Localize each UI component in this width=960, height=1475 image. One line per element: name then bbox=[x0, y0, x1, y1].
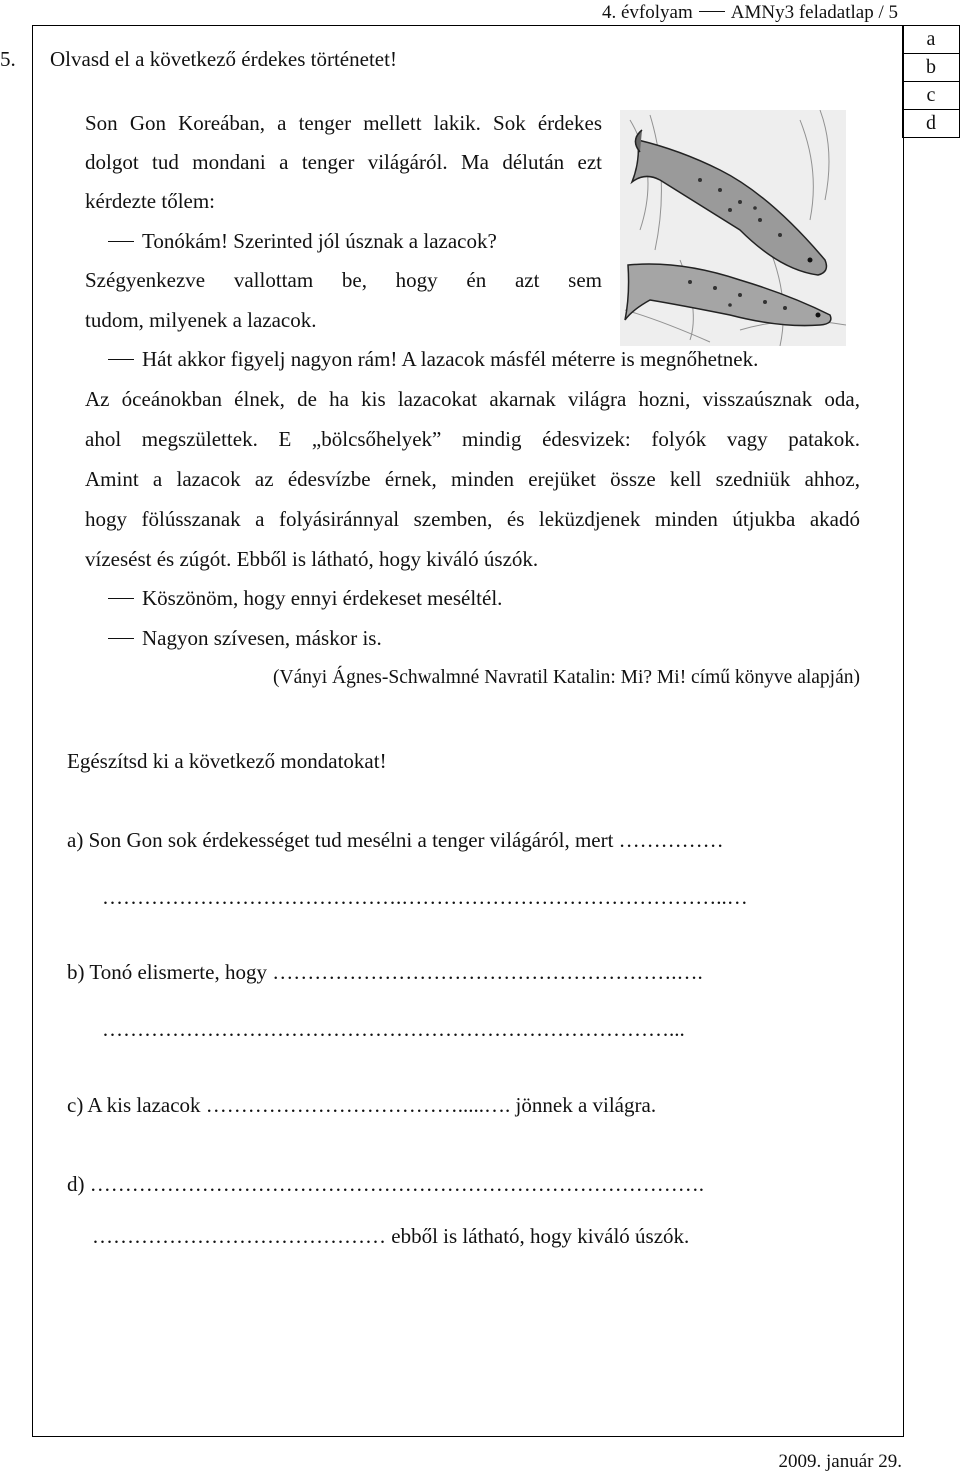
header-sheet: AMNy3 feladatlap / 5 bbox=[730, 2, 898, 23]
story-line-14 bbox=[108, 626, 382, 651]
exercise-instruction: Egészítsd ki a következő mondatokat! bbox=[67, 749, 387, 773]
header-grade: 4. évfolyam bbox=[601, 2, 693, 23]
story-line-2: dolgot tud mondani a tenger világáról. Ma délután ezt bbox=[85, 150, 602, 174]
exercise-d-line-1[interactable]: d) ……………………………………………………………………………. bbox=[67, 1172, 704, 1196]
story-line-10: Amint a lazacok az édesvízbe érnek, minden erejüket össze kell szedniük ahhoz, bbox=[85, 467, 860, 491]
score-box-c: c bbox=[903, 82, 959, 110]
score-boxes bbox=[902, 25, 960, 138]
story-line-6: tudom, milyenek a lazacok. bbox=[85, 308, 317, 332]
footer-date: 2009. január 29. bbox=[778, 1451, 902, 1472]
story-line-5: Szégyenkezve vallottam be, hogy én azt sem bbox=[85, 268, 602, 292]
dialogue-dash bbox=[108, 598, 134, 599]
exercise-d-line-2[interactable]: …………………………………… ebből is látható, hogy kiváló úszók. bbox=[92, 1224, 690, 1248]
task-instruction: Olvasd el a következő érdekes történetet! bbox=[50, 47, 397, 71]
dialogue-dash bbox=[108, 638, 134, 639]
story-line-13-text: Köszönöm, hogy ennyi érdekeset meséltél. bbox=[142, 586, 503, 610]
salmon-illustration bbox=[620, 110, 846, 346]
score-box-b: b bbox=[903, 54, 959, 82]
exercise-c-line-1[interactable]: c) A kis lazacok ……………………………….....…. jönnek a világra. bbox=[67, 1093, 657, 1117]
story-line-8: Az óceánokban élnek, de ha kis lazacokat akarnak világra hozni, visszaúsznak oda, bbox=[85, 387, 860, 411]
story-source: (Ványi Ágnes-Schwalmné Navratil Katalin: Mi? Mi! című könyve alapján) bbox=[273, 667, 860, 688]
story-line-9: ahol megszülettek. E „bölcsőhelyek” mindig édesvizek: folyók vagy patakok. bbox=[85, 427, 860, 451]
story-line-12: vízesést és zúgót. Ebből is látható, hogy kiváló úszók. bbox=[85, 547, 539, 571]
task-number: 5. bbox=[0, 47, 16, 71]
header-dash bbox=[699, 11, 725, 12]
story-line-1: Son Gon Koreában, a tenger mellett lakik. Sok érdekes bbox=[85, 111, 602, 135]
dialogue-dash bbox=[108, 241, 134, 242]
story-line-4-text: Tonókám! Szerinted jól úsznak a lazacok? bbox=[142, 229, 497, 253]
story-line-3: kérdezte tőlem: bbox=[85, 189, 216, 213]
story-line-7-text: Hát akkor figyelj nagyon rám! A lazacok másfél méterre is megnőhetnek. bbox=[142, 347, 759, 371]
story-line-11: hogy fölússzanak a folyásiránnyal szemben, és leküzdjenek minden útjukba akadó bbox=[85, 507, 860, 531]
exercise-b-line-2[interactable]: ………………………………………………………………………... bbox=[102, 1017, 685, 1041]
story-line-7 bbox=[108, 347, 758, 372]
exercise-a-line-2[interactable]: …………………………………….………………………………………..… bbox=[102, 885, 748, 909]
exercise-a-line-1[interactable]: a) Son Gon sok érdekességet tud mesélni a tenger világáról, mert …………… bbox=[67, 828, 724, 852]
score-box-d: d bbox=[926, 112, 936, 134]
story-line-14-text: Nagyon szívesen, máskor is. bbox=[142, 626, 382, 650]
story-line-4 bbox=[108, 229, 497, 254]
score-box-a: a bbox=[903, 26, 959, 54]
dialogue-dash bbox=[108, 359, 134, 360]
page-header bbox=[602, 2, 898, 24]
exercise-b-line-1[interactable]: b) Tonó elismerte, hogy ………………………………………………….…. bbox=[67, 960, 703, 984]
story-line-13 bbox=[108, 586, 502, 611]
